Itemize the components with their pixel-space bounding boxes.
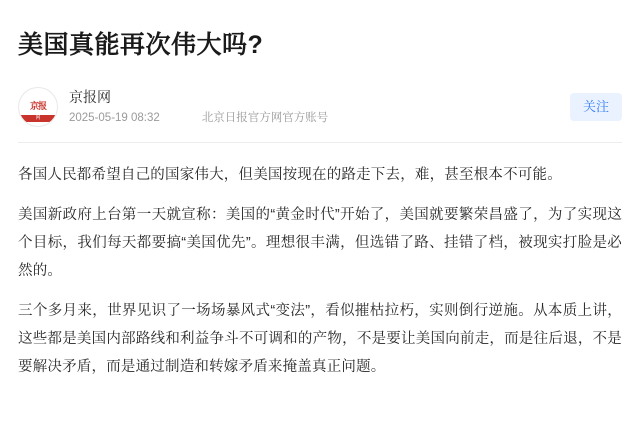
avatar-logo-text: 京报 <box>29 101 46 112</box>
byline-sub <box>69 110 570 126</box>
byline-text <box>69 88 570 126</box>
article-paragraph: 美国新政府上台第一天就宣称：美国的“黄金时代”开始了，美国就要繁荣昌盛了，为了实现这个目标，我们每天都要搞“美国优先”。理想很丰满，但选错了路、挂错了档，被现实打脸是必然的。 <box>18 207 622 279</box>
article-body <box>18 143 622 381</box>
follow-button[interactable]: 关注 <box>570 93 622 121</box>
account-type-label: 北京日报官方网官方账号 <box>201 112 329 124</box>
article-paragraph: 各国人民都希望自己的国家伟大，但美国按现在的路走下去，难，甚至根本不可能。 <box>18 167 562 183</box>
avatar-logo-band: 网 <box>19 115 57 122</box>
avatar[interactable] <box>18 87 58 127</box>
article-byline <box>18 86 622 128</box>
page-title: 美国真能再次伟大吗? <box>18 31 264 59</box>
publish-timestamp: 2025-05-19 08:32 <box>69 112 160 124</box>
source-name[interactable]: 京报网 <box>69 89 111 105</box>
article-paragraph: 三个多月来，世界见识了一场场暴风式“变法”，看似摧枯拉朽，实则倒行逆施。从本质上讲，这些都是美国内部路线和利益争斗不可调和的产物，不是要让美国向前走，而是往后退，不是要解决矛盾，而是通过制造和转嫁矛盾来掩盖真正问题。 <box>18 303 622 375</box>
